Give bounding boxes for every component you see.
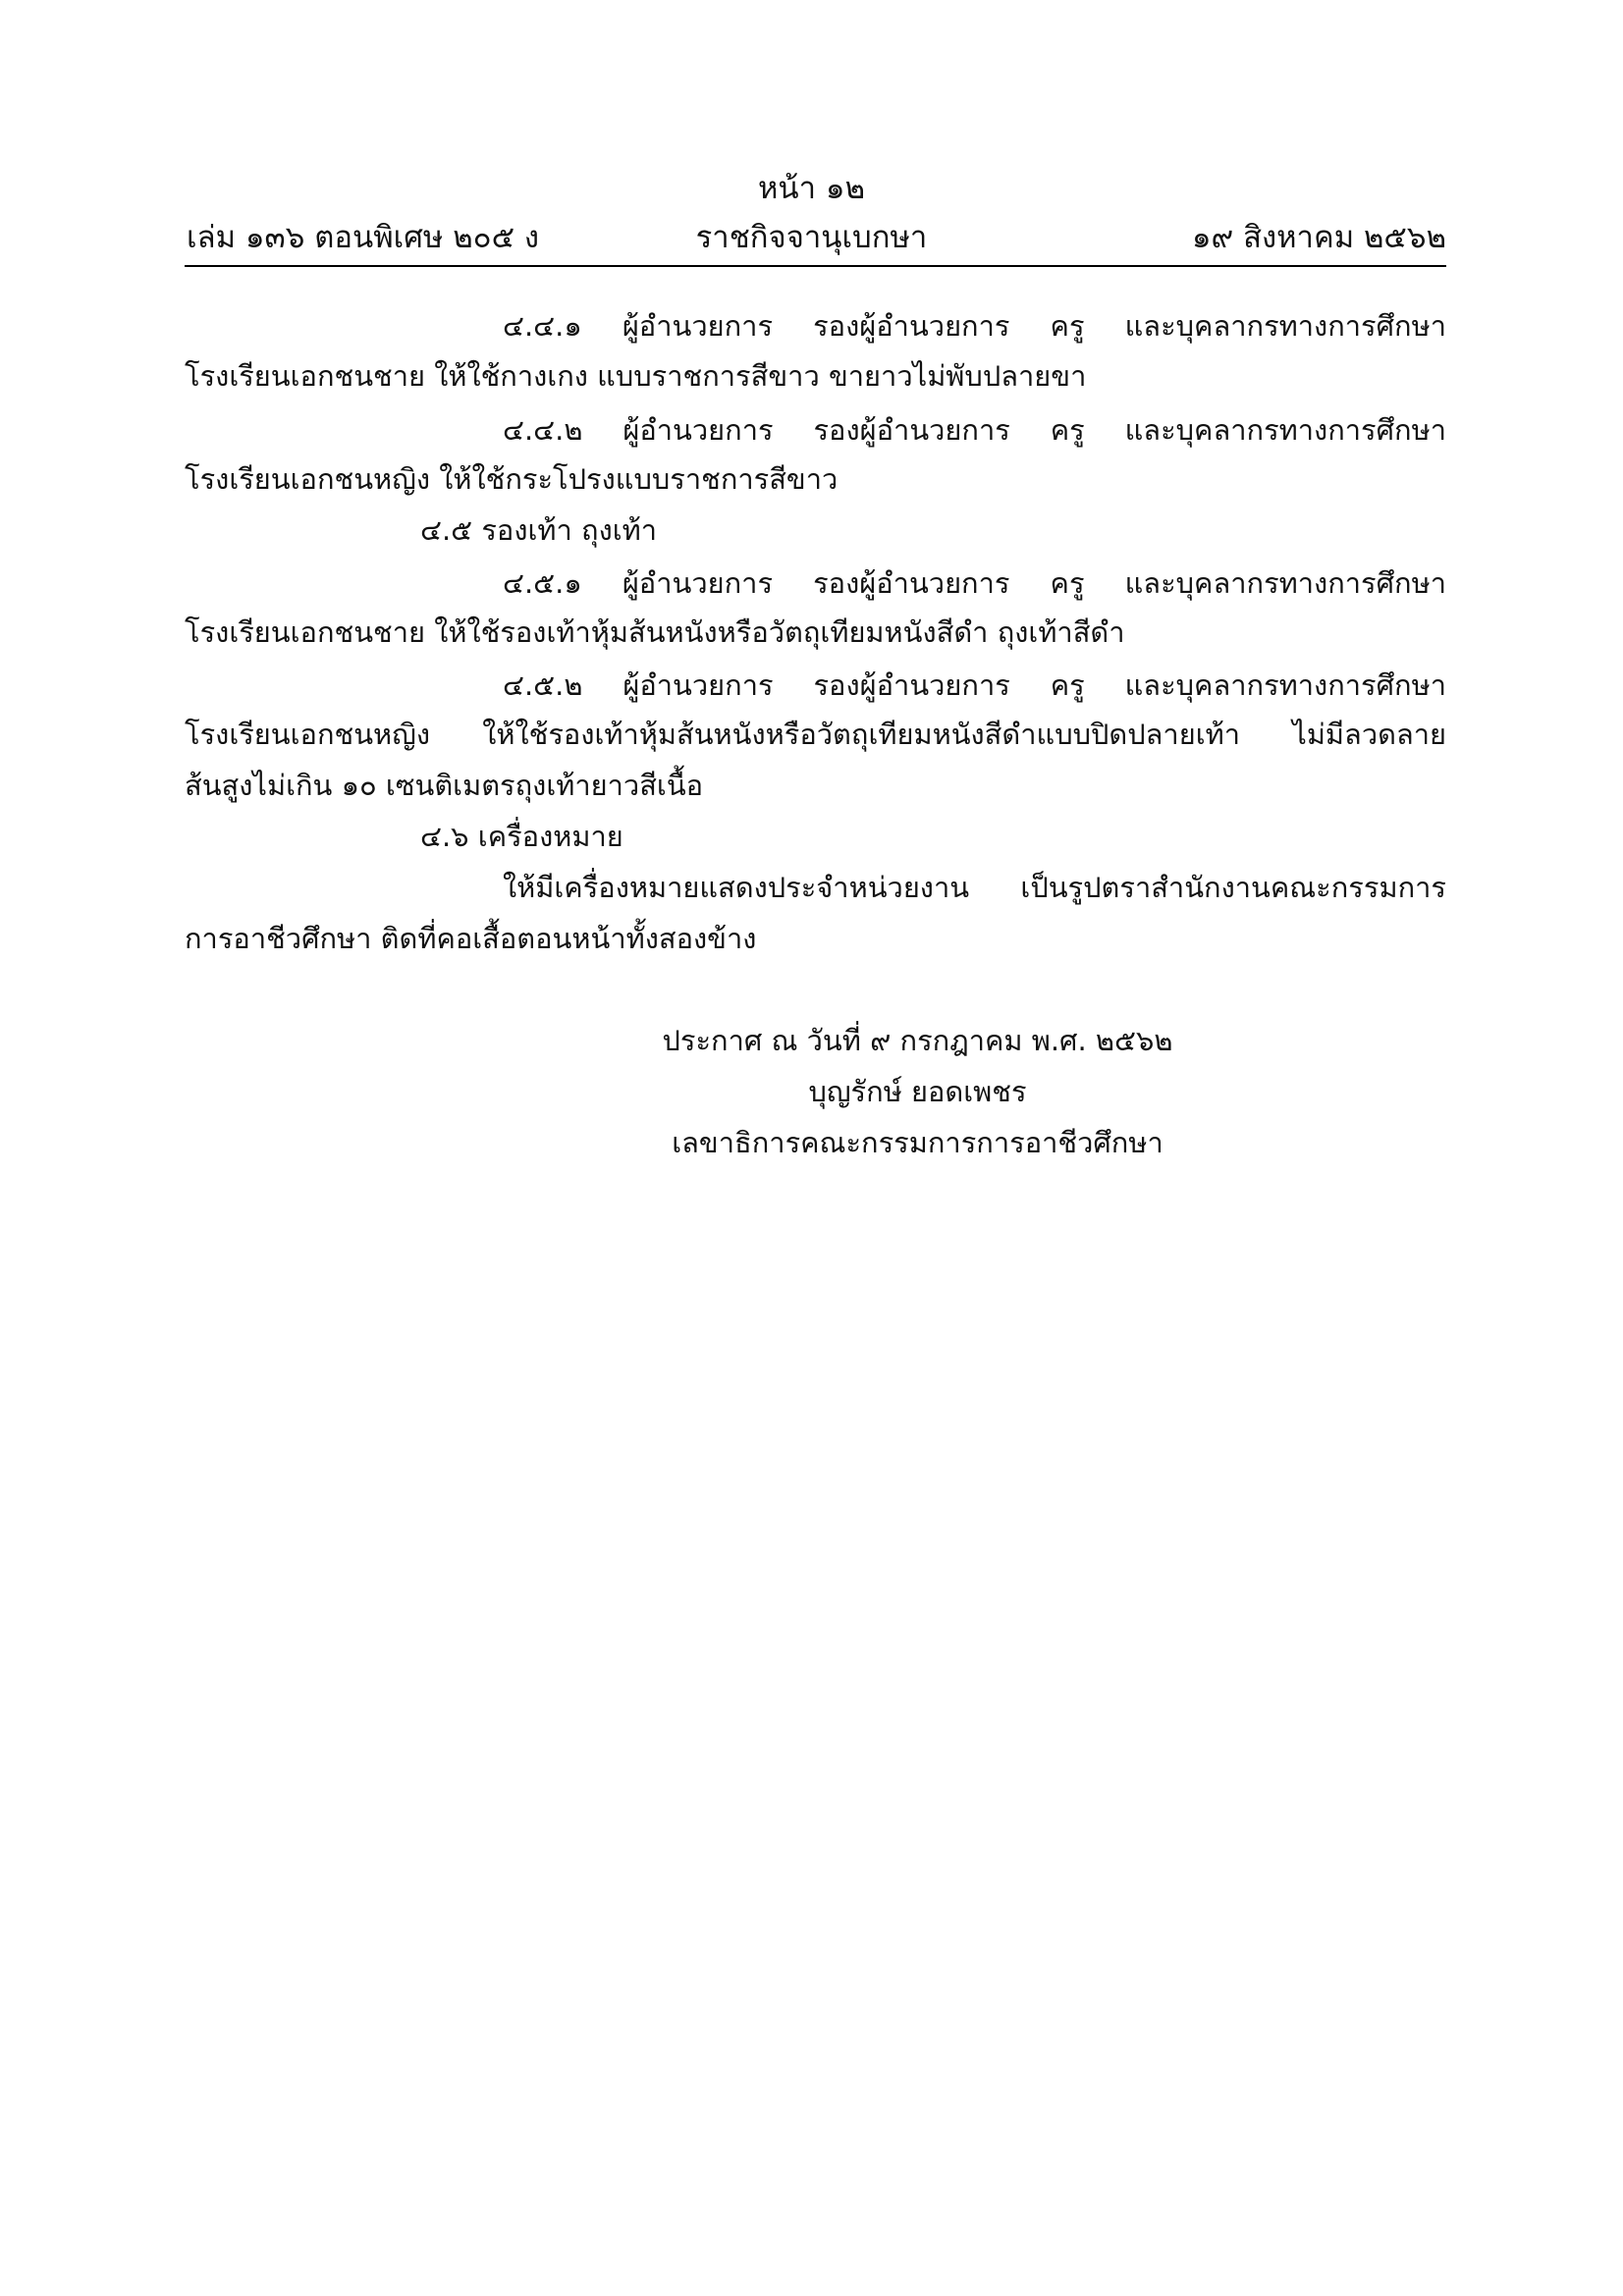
paragraph-4-4-1-line-1: ๔.๔.๑ ผู้อำนวยการ รองผู้อำนวยการ ครู และบุคลากรทางการศึกษา — [503, 309, 1446, 343]
signatory-name: บุญรักษ์ ยอดเพชร — [808, 1075, 1027, 1108]
paragraph-4-5-2-line-2: โรงเรียนเอกชนหญิง ให้ใช้รองเท้าหุ้มส้นหนังหรือวัตถุเทียมหนังสีดำแบบปิดปลายเท้า ไม่มีลวดลาย — [185, 718, 1446, 751]
gazette-volume-issue: เล่ม ๑๓๖ ตอนพิเศษ ๒๐๕ ง — [187, 220, 540, 255]
paragraph-4-5-1-line-2: โรงเรียนเอกชนชาย ให้ใช้รองเท้าหุ้มส้นหนังหรือวัตถุเทียมหนังสีดำ ถุงเท้าสีดำ — [185, 615, 1125, 649]
paragraph-4-6-line-1: ให้มีเครื่องหมายแสดงประจำหน่วยงาน เป็นรูปตราสำนักงานคณะกรรมการ — [503, 871, 1446, 904]
paragraph-4-5-1-line-1: ๔.๕.๑ ผู้อำนวยการ รองผู้อำนวยการ ครู และบุคลากรทางการศึกษา — [503, 566, 1446, 600]
signatory-title: เลขาธิการคณะกรรมการการอาชีวศึกษา — [672, 1126, 1163, 1159]
gazette-title: ราชกิจจานุเบกษา — [695, 220, 928, 255]
section-4-5-heading: ๔.๕ รองเท้า ถุงเท้า — [420, 513, 658, 547]
header-rule — [185, 265, 1446, 267]
paragraph-4-4-2-line-1: ๔.๔.๒ ผู้อำนวยการ รองผู้อำนวยการ ครู และบุคลากรทางการศึกษา — [503, 413, 1446, 447]
gazette-date: ๑๙ สิงหาคม ๒๕๖๒ — [1191, 220, 1446, 255]
section-4-6-heading: ๔.๖ เครื่องหมาย — [420, 820, 623, 853]
paragraph-4-4-1-line-2: โรงเรียนเอกชนชาย ให้ใช้กางเกง แบบราชการสีขาว ขายาวไม่พับปลายขา — [185, 359, 1087, 393]
announcement-date: ประกาศ ณ วันที่ ๙ กรกฎาคม พ.ศ. ๒๕๖๒ — [662, 1024, 1173, 1057]
paragraph-4-4-2-line-2: โรงเรียนเอกชนหญิง ให้ใช้กระโปรงแบบราชการสีขาว — [185, 462, 839, 496]
page-number: หน้า ๑๒ — [758, 171, 865, 206]
paragraph-4-5-2-line-1: ๔.๕.๒ ผู้อำนวยการ รองผู้อำนวยการ ครู และบุคลากรทางการศึกษา — [503, 668, 1446, 702]
paragraph-4-5-2-line-3: ส้นสูงไม่เกิน ๑๐ เซนติเมตรถุงเท้ายาวสีเนื้อ — [185, 769, 704, 802]
paragraph-4-6-line-2: การอาชีวศึกษา ติดที่คอเสื้อตอนหน้าทั้งสองข้าง — [185, 922, 757, 955]
